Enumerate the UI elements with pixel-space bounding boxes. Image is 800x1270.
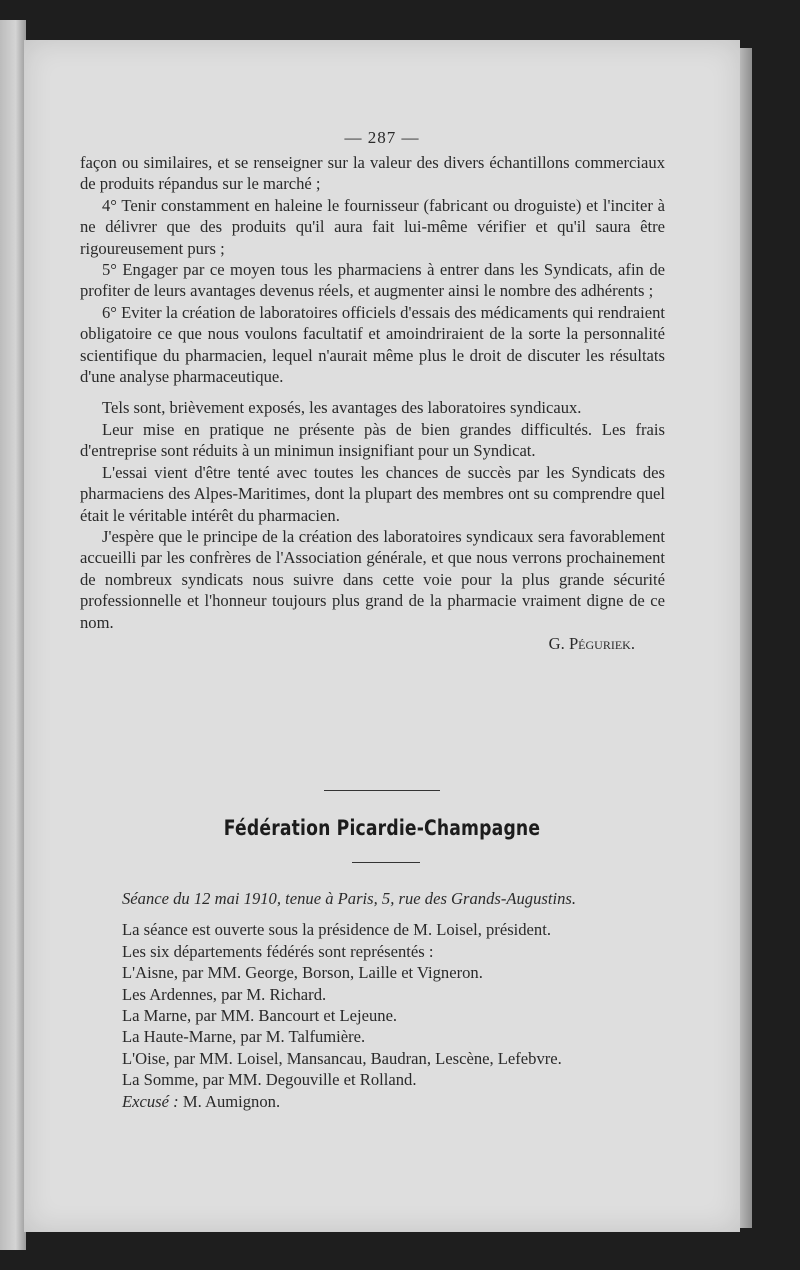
section-title: Fédération Picardie-Champagne [223, 816, 541, 840]
signature-name: Péguriek. [568, 633, 635, 653]
session-heading: Séance du 12 mai 1910, tenue à Paris, 5, rue des Grands-Augustins. [122, 889, 576, 908]
paragraph-conclusion: J'espère que le principe de la création des laboratoires syndicaux sera favorablement accueilli par les confrères de l'Association générale, et que nous verrons prochainement de nombreux syndicats nous suivre dans cette voie pour la plus grande sécurité professionnelle et l'honneur toujours plus grand de la pharmacie vraiment digne de ce nom. [80, 526, 665, 632]
excused-line [100, 1091, 645, 1112]
session-line: La Haute-Marne, par M. Talfumière. [122, 1027, 366, 1047]
session-line: L'Oise, par MM. Loisel, Mansancau, Baudran, Lescène, Lefebvre. [122, 1048, 562, 1068]
session-minutes [100, 888, 645, 1112]
paragraph-item-6: 6° Eviter la création de laboratoires officiels d'essais des médicaments qui rendraient obligatoire ce que nous voulons facultatif et amoindriraient de la sorte la personnalité scientifique du pharmacien, lequel n'aurait même plus le droit de discuter les résultats d'une analyse pharmaceutique. [80, 302, 665, 387]
session-line: Les six départements fédérés sont représentés : [122, 941, 434, 961]
session-line: La Somme, par MM. Degouville et Rolland. [122, 1070, 417, 1090]
excused-label: Excusé : [122, 1091, 179, 1111]
paragraph-item-5: 5° Engager par ce moyen tous les pharmaciens à entrer dans les Syndicats, afin de profiter de leurs avantages devenus réels, et augmenter ainsi le nombre des adhérents ; [80, 260, 665, 301]
signature-initial: G. [548, 633, 565, 653]
paragraph-item-4: 4° Tenir constamment en haleine le fournisseur (fabricant ou droguiste) et l'inciter à ne délivrer que des produits qu'il aura fait lui-même vérifier et qu'il saura être rigoureusement purs ; [80, 195, 665, 258]
session-line: Les Ardennes, par M. Richard. [122, 984, 327, 1004]
page-stack-edge [740, 48, 752, 1228]
facing-page-edge [0, 20, 26, 1250]
session-line: La Marne, par MM. Bancourt et Lejeune. [122, 1006, 398, 1026]
excused-name: M. Aumignon. [182, 1091, 281, 1111]
paragraph-summary: Tels sont, brièvement exposés, les avantages des laboratoires syndicaux. [102, 398, 582, 418]
book-page [24, 40, 740, 1232]
signature [80, 633, 665, 654]
session-line: La séance est ouverte sous la présidence de M. Loisel, président. [122, 920, 551, 940]
paragraph-practice: Leur mise en pratique ne présente pàs de bien grandes difficultés. Les frais d'entreprise sont réduits à un minimun insignifiant pour un Syndicat. [80, 419, 665, 461]
paragraph-continuation: façon ou similaires, et se renseigner sur la valeur des divers échantillons commerciaux de produits répandus sur le marché ; [80, 153, 665, 194]
paragraph-trial: L'essai vient d'être tenté avec toutes les chances de succès par les Syndicats des pharmaciens des Alpes-Maritimes, dont la plupart des membres ont su comprendre quel était le véritable intérêt du pharmacien. [80, 462, 665, 525]
title-underline [352, 862, 420, 863]
article-body [80, 152, 665, 654]
section-divider [324, 790, 440, 791]
session-line: L'Aisne, par MM. George, Borson, Laille et Vigneron. [122, 963, 483, 983]
page-number: — 287 — [344, 128, 420, 147]
